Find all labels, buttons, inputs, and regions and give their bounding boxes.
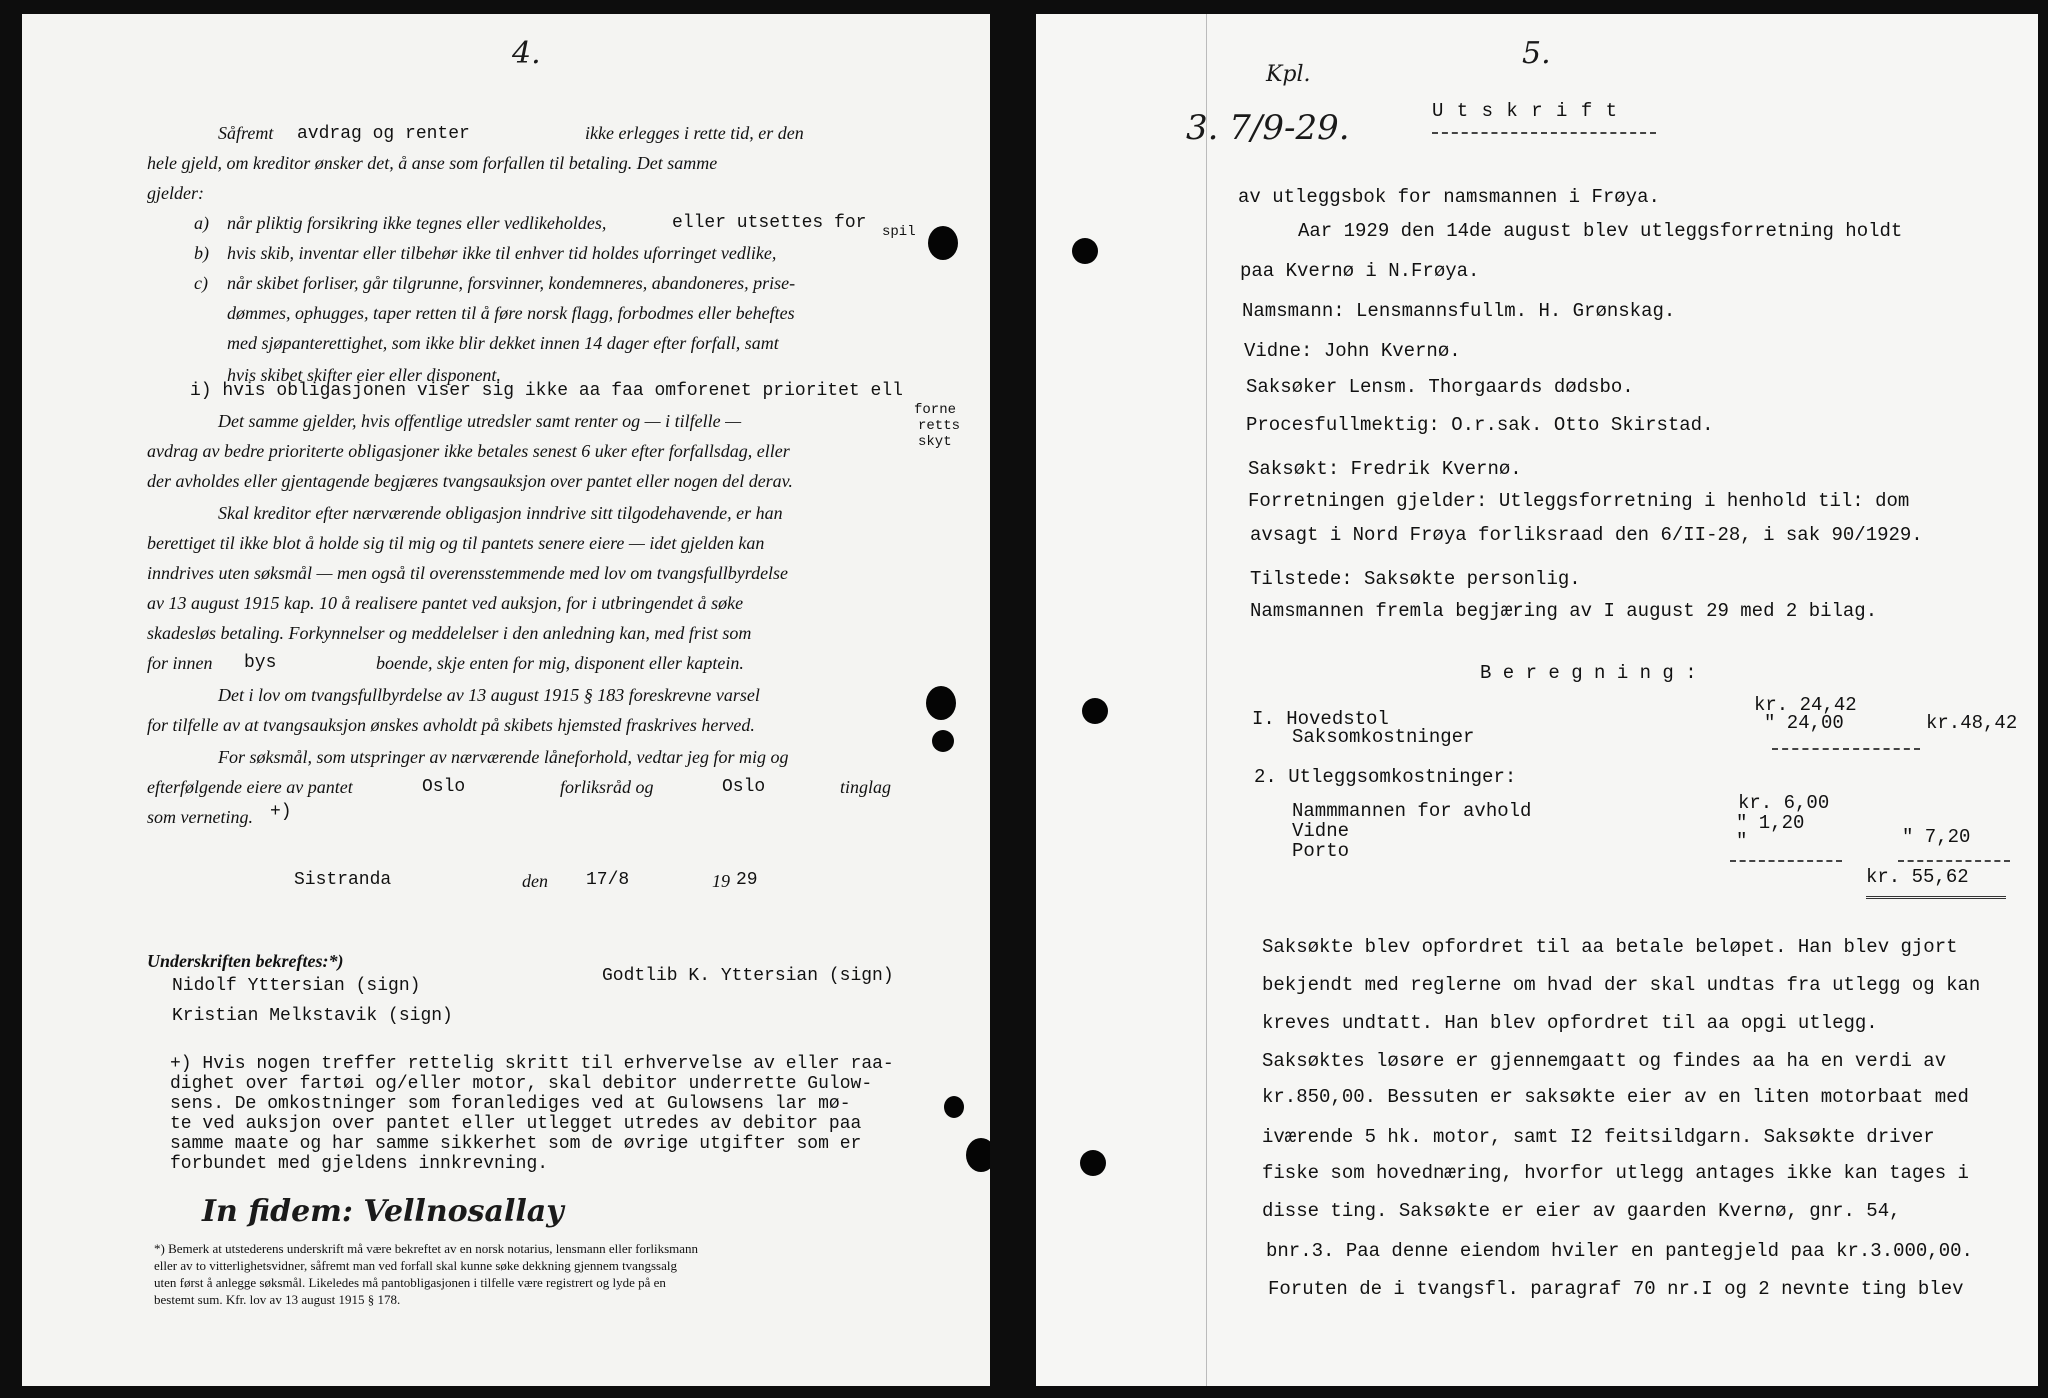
body-line-5: kr.850,00. Bessuten er saksøkte eier av en liten motorbaat med <box>1262 1086 1969 1108</box>
text-line-7: Procesfullmektig: O.r.sak. Otto Skirstad. <box>1246 414 1714 436</box>
note-line-2: dighet over fartøi og/eller motor, skal debitor underrette Gulow- <box>170 1074 873 1094</box>
binding-hole <box>944 1096 964 1118</box>
calc-double-rule <box>1866 896 2006 899</box>
clause-tail: ikke erlegges i rette tid, er den <box>585 123 804 143</box>
bys: bys <box>244 653 277 673</box>
binding-hole <box>1072 238 1098 264</box>
soksmal-line: For søksmål, som utspringer av nærværende låneforhold, vedtar jeg for mig og <box>218 747 789 767</box>
body-line-6: iværende 5 hk. motor, samt I2 feitsildgarn. Saksøkte driver <box>1262 1126 1935 1148</box>
calc-ii-val-3: " <box>1736 830 1748 852</box>
text-line-3: paa Kvernø i N.Frøya. <box>1240 260 1480 282</box>
margin-rule <box>1206 14 1207 1386</box>
body-line-7: fiske som hovednæring, hvorfor utlegg antages ikke kan tages i <box>1262 1162 1969 1184</box>
clause-line-3: gjelder: <box>147 183 204 203</box>
lov-line-2: for tilfelle av at tvangsauksjon ønskes avholdt på skibets hjemsted fraskrives herved. <box>147 715 755 735</box>
text-line-9: Forretningen gjelder: Utleggsforretning i henhold til: dom <box>1248 490 1910 512</box>
date: 17/8 <box>586 870 630 890</box>
body-line-8: skadesløs betaling. Forkynnelser og meddelelser i den anledning kan, med frist som <box>147 623 752 643</box>
body-line-2: bekjendt med reglerne om hvad der skal undtas fra utlegg og kan <box>1262 974 1981 996</box>
body-line-9: bnr.3. Paa denne eiendom hviler en pantegjeld paa kr.3.000,00. <box>1266 1240 1973 1262</box>
text-line-2: Aar 1929 den 14de august blev utleggsforretning holdt <box>1298 220 1903 242</box>
right-page <box>1036 14 2038 1386</box>
body-line-6: inndrives uten søksmål — men også til overensstemmende med lov om tvangsfullbyrdelse <box>147 563 789 583</box>
calc-rule-3 <box>1898 860 2010 862</box>
item-b-label: b) <box>194 243 209 263</box>
text-line-4: Namsmann: Lensmannsfullm. H. Grønskag. <box>1242 300 1676 322</box>
binding-hole <box>932 730 954 752</box>
left-page-number: 4. <box>512 36 541 71</box>
calc-grand-total: kr. 55,62 <box>1866 866 1969 888</box>
calc-i-val2: " 24,00 <box>1764 712 1844 734</box>
clause-start <box>218 118 273 148</box>
forliksrad: forliksråd og <box>560 777 654 797</box>
calc-ii-total: " 7,20 <box>1902 826 1971 848</box>
item-c-line-3: med sjøpanterettighet, som ikke blir dekket innen 14 dager efter forfall, samt <box>227 333 779 353</box>
typed-insert: i) hvis obligasjonen viser sig ikke aa faa omforenet prioritet ell <box>190 381 903 401</box>
calc-ii-val-2: " 1,20 <box>1736 812 1805 834</box>
body-line-4: Skal kreditor efter nærværende obligasjon inndrive sitt tilgodehavende, er han <box>218 503 783 523</box>
body-line-2: avdrag av bedre prioriterte obligasjoner ikke betales senest 6 uker efter forfallsdag, eller <box>147 441 790 461</box>
den-label: den <box>522 871 548 891</box>
lov-line-1: Det i lov om tvangsfullbyrdelse av 13 august 1915 § 183 foreskrevne varsel <box>218 685 760 705</box>
text-line-8: Saksøkt: Fredrik Kvernø. <box>1248 458 1522 480</box>
binding-hole <box>1080 1150 1106 1176</box>
text-line-5: Vidne: John Kvernø. <box>1244 340 1461 362</box>
calc-ii-item-2: Vidne <box>1292 820 1350 842</box>
efterfolgende: efterfølgende eiere av pantet <box>147 777 353 797</box>
calc-i-total: kr.48,42 <box>1926 712 2018 734</box>
note-line-6: forbundet med gjeldens innkrevning. <box>170 1154 549 1174</box>
item-c-text: når skibet forliser, går tilgrunne, forsvinner, kondemneres, abandoneres, prise- <box>227 273 796 293</box>
item-c-label: c) <box>194 273 208 293</box>
tinglag: tinglag <box>840 777 892 797</box>
clause-word: Såfremt <box>218 123 274 143</box>
hand-date: 3. 7/9-29. <box>1186 108 1350 148</box>
oslo-2: Oslo <box>722 777 766 797</box>
margin-note-2: forne <box>914 402 957 418</box>
margin-note-4: skyt <box>918 434 952 450</box>
item-a-typed: eller utsettes for <box>672 213 867 233</box>
text-line-11: Tilstede: Saksøkte personlig. <box>1250 568 1581 590</box>
clause-line-2: hele gjeld, om kreditor ønsker det, å anse som forfallen til betaling. Det samme <box>147 153 718 173</box>
margin-note-3: retts <box>918 418 961 434</box>
calc-i-sub: Saksomkostninger <box>1292 726 1475 748</box>
body-line-3: kreves undtatt. Han blev opfordret til aa opgi utlegg. <box>1262 1012 1878 1034</box>
body-line-8: disse ting. Saksøkte er eier av gaarden Kvernø, gnr. 54, <box>1262 1200 1901 1222</box>
note-line-5: samme maate og har samme sikkerhet som de øvrige utgifter som er <box>170 1134 862 1154</box>
margin-note-1: spil <box>882 224 916 240</box>
footnote-line-3: uten først å anlegge søksmål. Likeledes må pantobligasjonen i tilfelle være registrert og lyde på en <box>154 1275 666 1290</box>
note-line-3: sens. De omkostninger som foranlediges ved at Gulowsens lar mø- <box>170 1094 851 1114</box>
item-c-line-2: dømmes, ophugges, taper retten til å føre norsk flagg, forbodmes eller beheftes <box>227 303 795 323</box>
item-b-text: hvis skib, inventar eller tilbehør ikke til enhver tid holdes uforringet vedlike, <box>227 243 777 263</box>
title-underline <box>1432 132 1656 134</box>
text-line-6: Saksøker Lensm. Thorgaards dødsbo. <box>1246 376 1634 398</box>
binding-hole <box>926 686 956 720</box>
handwritten-signature: In fidem: Vellnosallay <box>202 1194 564 1229</box>
body-line-3: der avholdes eller gjentagende begjæres tvangsauksjon over pantet eller nogen del derav. <box>147 471 793 491</box>
verneting: som verneting. <box>147 807 253 827</box>
body-line-5: berettiget til ikke blot å holde sig til mig og til pantets senere eiere — idet gjelden kan <box>147 533 765 553</box>
clause-fill: avdrag og renter <box>297 124 470 144</box>
witness-1: Nidolf Yttersian (sign) <box>172 976 421 996</box>
body-line-1: Saksøkte blev opfordret til aa betale beløpet. Han blev gjort <box>1262 936 1958 958</box>
text-line-10: avsagt i Nord Frøya forliksraad den 6/II-28, i sak 90/1929. <box>1250 524 1923 546</box>
for-innen: for innen <box>147 653 213 673</box>
footnote-line-2: eller av to vitterlighetsvidner, såfremt man ved forfall skal kunne søke dekkning gjennem tvangssalg <box>154 1258 677 1273</box>
document-title: U t s k r i f t <box>1432 100 1619 122</box>
oslo-1: Oslo <box>422 777 466 797</box>
calc-i-val1: kr. 24,42 <box>1754 694 1857 716</box>
boende-tail: boende, skje enten for mig, disponent eller kaptein. <box>376 653 744 673</box>
plus-mark: +) <box>270 802 292 822</box>
binding-hole <box>966 1138 990 1172</box>
calc-ii-val-1: kr. 6,00 <box>1738 792 1830 814</box>
hand-top: Kpl. <box>1266 62 1311 87</box>
text-line-1: av utleggsbok for namsmannen i Frøya. <box>1238 186 1660 208</box>
body-line-10: Foruten de i tvangsfl. paragraf 70 nr.I og 2 nevnte ting blev <box>1268 1278 1964 1300</box>
calc-ii-label: 2. Utleggsomkostninger: <box>1254 766 1517 788</box>
calc-i-label: I. Hovedstol <box>1252 708 1389 730</box>
item-a-label: a) <box>194 213 209 233</box>
calc-rule-1 <box>1772 748 1920 750</box>
place: Sistranda <box>294 870 392 890</box>
left-page <box>22 14 990 1386</box>
year-suffix: 29 <box>736 870 758 890</box>
calc-rule-2 <box>1730 860 1842 862</box>
year-prefix: 19 <box>712 871 730 891</box>
body-line-7: av 13 august 1915 kap. 10 å realisere pantet ved auksjon, for i utbringendet å søke <box>147 593 744 613</box>
text-line-12: Namsmannen fremla begjæring av I august 29 med 2 bilag. <box>1250 600 1878 622</box>
item-a-text: når pliktig forsikring ikke tegnes eller vedlikeholdes, <box>227 213 607 233</box>
footnote-line-4: bestemt sum. Kfr. lov av 13 august 1915 § 178. <box>154 1292 401 1307</box>
beregning-title: B e r e g n i n g : <box>1480 662 1697 684</box>
note-line-1: +) Hvis nogen treffer rettelig skritt til erhvervelse av eller raa- <box>170 1054 894 1074</box>
calc-ii-item-3: Porto <box>1292 840 1350 862</box>
right-page-number: 5. <box>1522 36 1551 71</box>
binding-hole <box>928 226 958 260</box>
body-line-1: Det samme gjelder, hvis offentlige utredsler samt renter og — i tilfelle — <box>218 411 742 431</box>
note-line-4: te ved auksjon over pantet eller utlegget utredes av debitor paa <box>170 1114 862 1134</box>
signer: Godtlib K. Yttersian (sign) <box>602 966 894 986</box>
witness-2: Kristian Melkstavik (sign) <box>172 1006 453 1026</box>
footnote-line-1: *) Bemerk at utstederens underskrift må være bekreftet av en norsk notarius, lensmann eller forliksmann <box>154 1241 699 1256</box>
item-c-line-4: hvis skibet skifter eier eller disponent. <box>227 365 501 385</box>
binding-hole <box>1082 698 1108 724</box>
underskrift-label: Underskriften bekreftes:*) <box>147 951 344 971</box>
body-line-4: Saksøktes løsøre er gjennemgaatt og findes aa ha en verdi av <box>1262 1050 1947 1072</box>
calc-ii-item-1: Nammmannen for avhold <box>1292 800 1532 822</box>
